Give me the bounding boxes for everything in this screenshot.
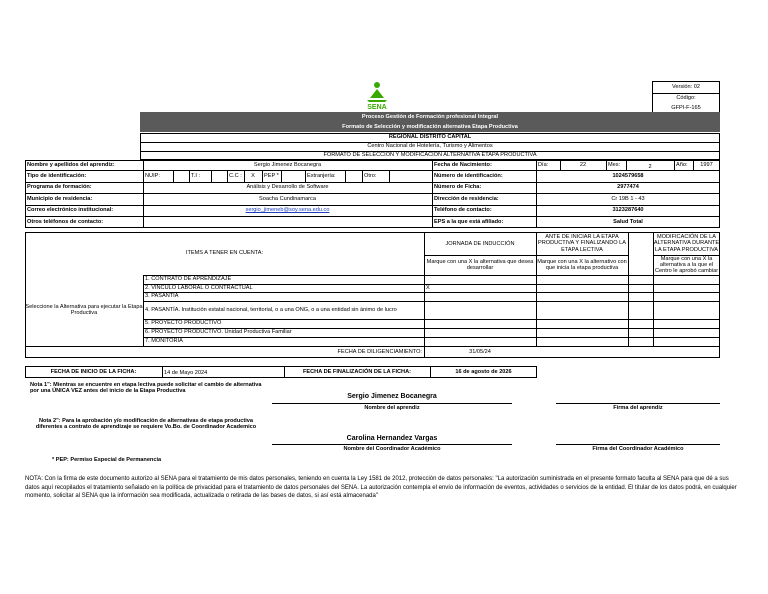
- header-line1: Proceso Gestión de Formación profesional Integral: [140, 112, 720, 122]
- dia-label: Día:: [538, 161, 549, 168]
- email-label: Correo electrónico institucional:: [27, 207, 114, 214]
- option-3: 3. PASANTÍA: [145, 293, 179, 300]
- ficha-label: Número de Ficha:: [434, 184, 482, 191]
- apprentice-name-label: Nombre del aprendiz: [364, 405, 420, 411]
- option-2-mark: X: [426, 284, 430, 291]
- fin-label: FECHA DE FINALIZACIÓN DE LA FICHA:: [302, 368, 412, 375]
- center-name: Centro Nacional de Hotelería, Turismo y Alimentos: [367, 143, 493, 150]
- municipio-label: Municipio de residencia:: [27, 195, 93, 202]
- nota1: Nota 1": Mientras se encuentre en etapa lectiva puede solicitar el cambio de alternativa por una ÚNICA VEZ antes del inicio de la Etapa Productiva: [30, 382, 262, 395]
- option-1: 1. CONTRATO DE APRENDIZAJE: [145, 276, 232, 283]
- pep-note: * PEP: Permiso Especial de Permanencia: [52, 457, 162, 463]
- select-label: Seleccione la Alternativa para ejecutar la Etapa Productiva: [25, 303, 143, 316]
- idnum-value: 1024579658: [612, 172, 644, 179]
- nuip-label: NUIP:: [145, 172, 160, 179]
- dir-label: Dirección de residencia:: [434, 195, 499, 202]
- code-value: GFPI-F-165: [671, 104, 701, 111]
- apprentice-name: Sergio Jimenez Bocanegra: [347, 393, 437, 400]
- coord-name-label: Nombre del Coordinador Académico: [343, 446, 441, 452]
- birth-label: Fecha de Nacimiento:: [434, 161, 492, 168]
- email-link[interactable]: sergio_jimeneb@soy.sena.edu.co: [245, 207, 330, 214]
- otro-label: Otro:: [364, 172, 377, 179]
- header-line2: Formato de Selección y modificación alternativa Etapa Productiva: [140, 122, 720, 132]
- coord-name: Carolina Hernandez Vargas: [346, 435, 438, 442]
- id-type-label: Tipo de identificación:: [27, 172, 87, 179]
- ano-value: 1997: [700, 161, 713, 168]
- dir-value: Cr 19B 1 - 43: [611, 195, 645, 202]
- ti-label: T.I :: [191, 172, 201, 179]
- privacy-note: NOTA: Con la firma de este documento autorizo al SENA para el tratamiento de mis datos personales, teniendo en cuenta la Ley 1581 de 2012, protección de datos personales: "La autorización suministrada en el presente formato faculta al SENA para que dé a sus datos aquí recopilados el tratamiento señalado en la política de privacidad para el tratamiento de datos personales del SENA. La autorización contempla el envío de información de eventos, actividades o servicios de la entidad. El titular de los datos podrá, en cualquier momento, solicitar al SENA que la información sea modificada, actualizada o retirada de las bases de datos, si así está almacenada": [25, 476, 737, 500]
- inicio-label: FECHA DE INICIO DE LA FICHA:: [50, 368, 137, 375]
- ficha-value: 2977474: [617, 184, 639, 191]
- coord-sign-label: Firma del Coordinador Académico: [592, 446, 684, 452]
- format-title: FORMATO DE SELECCIÓN Y MODIFICACIÓN ALTERNATIVA ETAPA PRODUCTIVA: [323, 152, 537, 159]
- apprentice-sign-label: Firma del aprendiz: [613, 405, 663, 411]
- sena-logo: [362, 80, 392, 110]
- items-title: ITEMS A TENER EN CUENTA:: [185, 249, 264, 256]
- program-value: Análisis y Desarrollo de Software: [246, 184, 329, 191]
- col1-sub: Marque con una X la alternativa que desea desarrollar: [426, 258, 534, 271]
- tel-label: Teléfono de contacto:: [434, 207, 492, 214]
- option-7: 7. MONITORIA: [145, 338, 183, 345]
- code-label: Código:: [676, 95, 696, 102]
- diligenciamiento-label: FECHA DE DILIGENCIAMIENTO:: [337, 348, 422, 355]
- cc-label: C.C :: [229, 172, 242, 179]
- name-label: Nombre y apellidos del aprendiz:: [27, 161, 115, 168]
- option-2: 2. VINCULO LABORAL O CONTRACTUAL: [145, 284, 253, 291]
- col2-sub: Marque con una X la alternativo con que inicia la etapa productiva: [537, 258, 627, 271]
- idnum-label: Número de identificación:: [434, 172, 503, 179]
- extranjeria-label: Extranjería:: [307, 172, 336, 179]
- ano-label: Año:: [676, 161, 688, 168]
- mes-value: 2: [648, 163, 652, 170]
- col3-title: MODIFICACIÓN DE LA ALTERNATIVA DURANTE LA ETAPA PRODUCTIVA: [653, 234, 720, 253]
- eps-label: EPS a la que está afiliado:: [434, 218, 504, 225]
- fin-value: 16 de agosto de 2026: [455, 368, 512, 375]
- version-text: Versión: 02: [672, 84, 700, 91]
- name-value: Sergio Jimenez Bocanegra: [253, 161, 322, 168]
- nota2: Nota 2": Para la aprobación y/o modificación de alternativas de etapa productiva diferentes a contrato de aprendizaje se requiere Vo.Bo. de Coordinador Academico: [35, 418, 257, 431]
- option-5: 5. PROYECTO PRODUCTIVO: [145, 320, 222, 327]
- diligenciamiento-value: 31/05/24: [469, 348, 491, 355]
- col2-title: ANTE DE INICIAR LA ETAPA PRODUCTIVA Y FINALIZANDO LA ETAPA LECTIVA: [538, 234, 626, 253]
- municipio-value: Soacha Cundinamarca: [259, 195, 316, 202]
- eps-value: Salud Total: [613, 218, 643, 225]
- pep-label: PEP *: [264, 172, 279, 179]
- svg-text:SENA: SENA: [367, 104, 387, 110]
- regional: REGIONAL DISTRITO CAPITAL: [388, 134, 472, 141]
- col3-sub: Marque con una X la alternativa a la que el Centro le aprobó cambiar: [654, 255, 719, 275]
- dia-value: 22: [579, 161, 587, 168]
- inicio-value: 14 de Mayo 2024: [164, 369, 208, 376]
- cc-mark: X: [251, 172, 255, 179]
- option-6: 6. PROYECTO PRODUCTIVO. Unidad Productiva Familiar: [145, 329, 292, 336]
- program-label: Programa de formación:: [27, 184, 92, 191]
- phones-label: Otros teléfonos de contacto:: [27, 218, 104, 225]
- mes-label: Mes:: [608, 161, 621, 168]
- tel-value: 3123287640: [612, 207, 644, 214]
- col1-title: JORNADA DE INDUCCIÓN: [445, 240, 515, 247]
- option-4: 4. PASANTÍA. Institución estatal nacional, territorial, o a una ONG, o a una entidad sin ánimo de lucro: [145, 306, 397, 313]
